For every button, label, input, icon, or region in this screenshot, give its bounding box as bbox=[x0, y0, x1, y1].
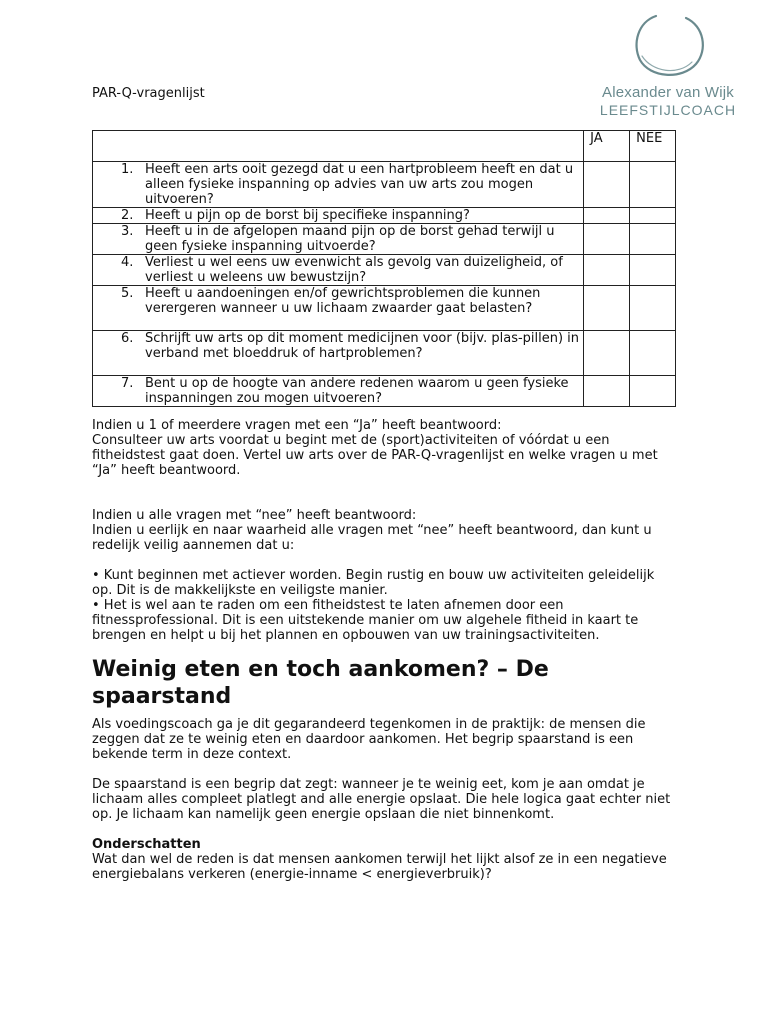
bullet-item: • Kunt beginnen met actiever worden. Begin rustig en bouw uw activiteiten geleidelijk op. Dit is de makkelijkste en veiligste manier. bbox=[92, 568, 655, 598]
article-heading: Weinig eten en toch aankomen? – De spaarstand bbox=[92, 657, 549, 709]
document-title: PAR-Q-vragenlijst bbox=[92, 86, 205, 101]
nee-advice-section bbox=[92, 508, 678, 643]
answer-ja-cell[interactable] bbox=[584, 208, 630, 224]
ja-advice-end: “Ja” heeft beantwoord. bbox=[92, 463, 241, 478]
answer-nee-cell[interactable] bbox=[630, 376, 676, 407]
answer-ja-cell[interactable] bbox=[584, 376, 630, 407]
ja-intro: Indien u 1 of meerdere vragen met een “Ja” heeft beantwoord: bbox=[92, 418, 502, 433]
question-number: 2. bbox=[121, 208, 134, 223]
answer-ja-cell[interactable] bbox=[584, 255, 630, 286]
ja-advice-section bbox=[92, 418, 678, 478]
question-number: 3. bbox=[121, 224, 134, 239]
question-number: 5. bbox=[121, 286, 134, 301]
nee-intro: Indien u alle vragen met “nee” heeft beantwoord: bbox=[92, 508, 417, 523]
answer-nee-cell[interactable] bbox=[630, 331, 676, 376]
logo bbox=[588, 6, 748, 118]
answer-nee-cell[interactable] bbox=[630, 208, 676, 224]
ja-advice: Consulteer uw arts voordat u begint met de (sport)activiteiten of vóórdat u een fitheidstest gaat doen. Vertel uw arts over de PAR-Q-vragenlijst en welke vragen u met bbox=[92, 433, 658, 463]
header-nee: NEE bbox=[630, 131, 676, 162]
header-ja: JA bbox=[584, 131, 630, 162]
table-row bbox=[93, 255, 676, 286]
article-paragraph: Als voedingscoach ga je dit gegarandeerd tegenkomen in de praktijk: de mensen die zeggen dat ze te weinig eten en daardoor aankomen. Het begrip spaarstand is een bekende term in deze context. bbox=[92, 717, 646, 762]
answer-ja-cell[interactable] bbox=[584, 224, 630, 255]
question-text: Schrijft uw arts op dit moment medicijnen voor (bijv. plas-pillen) in verband met bloeddruk of hartproblemen? bbox=[145, 331, 580, 361]
table-row bbox=[93, 331, 676, 376]
answer-nee-cell[interactable] bbox=[630, 255, 676, 286]
logo-subtitle: LEEFSTIJLCOACH bbox=[599, 102, 737, 118]
table-row bbox=[93, 162, 676, 208]
table-row bbox=[93, 286, 676, 331]
article-subheading: Onderschatten bbox=[92, 837, 201, 852]
article-paragraph: Wat dan wel de reden is dat mensen aankomen terwijl het lijkt alsof ze in een negatieve energiebalans verkeren (energie-inname < energieverbruik)? bbox=[92, 852, 667, 882]
question-text: Heeft u pijn op de borst bij specifieke inspanning? bbox=[145, 208, 470, 223]
question-text: Heeft u aandoeningen en/of gewrichtsproblemen die kunnen verergeren wanneer u uw lichaam zwaarder gaat belasten? bbox=[145, 286, 541, 316]
question-number: 4. bbox=[121, 255, 134, 270]
article-paragraph: De spaarstand is een begrip dat zegt: wanneer je te weinig eet, kom je aan omdat je lichaam alles compleet platlegt and alle energie opslaat. Die hele logica gaat echter niet op. Je lichaam kan namelijk geen energie opslaan die niet binnenkomt. bbox=[92, 777, 671, 822]
answer-nee-cell[interactable] bbox=[630, 286, 676, 331]
question-number: 7. bbox=[121, 376, 134, 391]
answer-ja-cell[interactable] bbox=[584, 331, 630, 376]
question-text: Bent u op de hoogte van andere redenen waarom u geen fysieke inspanningen zou mogen uitvoeren? bbox=[145, 376, 569, 406]
question-text: Verliest u wel eens uw evenwicht als gevolg van duizeligheid, of verliest u weleens uw bewustzijn? bbox=[145, 255, 563, 285]
question-text: Heeft een arts ooit gezegd dat u een hartprobleem heeft en dat u alleen fysieke inspanning op advies van uw arts zou mogen uitvoeren? bbox=[145, 162, 574, 207]
bullet-item: • Het is wel aan te raden om een fitheidstest te laten afnemen door een fitnessprofessional. Dit is een uitstekende manier om uw algehele fitheid in kaart te brengen en helpt u bij het plannen en opbouwen van uw trainingsactiviteiten. bbox=[92, 598, 639, 643]
nee-advice: Indien u eerlijk en naar waarheid alle vragen met “nee” heeft beantwoord, dan kunt u redelijk veilig aannemen dat u: bbox=[92, 523, 652, 553]
circle-brushstroke-icon bbox=[626, 10, 710, 82]
table-row bbox=[93, 376, 676, 407]
table-row bbox=[93, 208, 676, 224]
answer-ja-cell[interactable] bbox=[584, 162, 630, 208]
question-number: 6. bbox=[121, 331, 134, 346]
table-header-empty bbox=[93, 131, 584, 162]
question-number: 1. bbox=[121, 162, 134, 177]
table-row bbox=[93, 224, 676, 255]
question-text: Heeft u in de afgelopen maand pijn op de borst gehad terwijl u geen fysieke inspanning uitvoerde? bbox=[145, 224, 555, 254]
logo-name: Alexander van Wijk bbox=[602, 84, 734, 101]
parq-table bbox=[92, 130, 676, 407]
answer-nee-cell[interactable] bbox=[630, 224, 676, 255]
answer-ja-cell[interactable] bbox=[584, 286, 630, 331]
article-body bbox=[92, 717, 678, 882]
answer-nee-cell[interactable] bbox=[630, 162, 676, 208]
table-header-row bbox=[93, 131, 676, 162]
